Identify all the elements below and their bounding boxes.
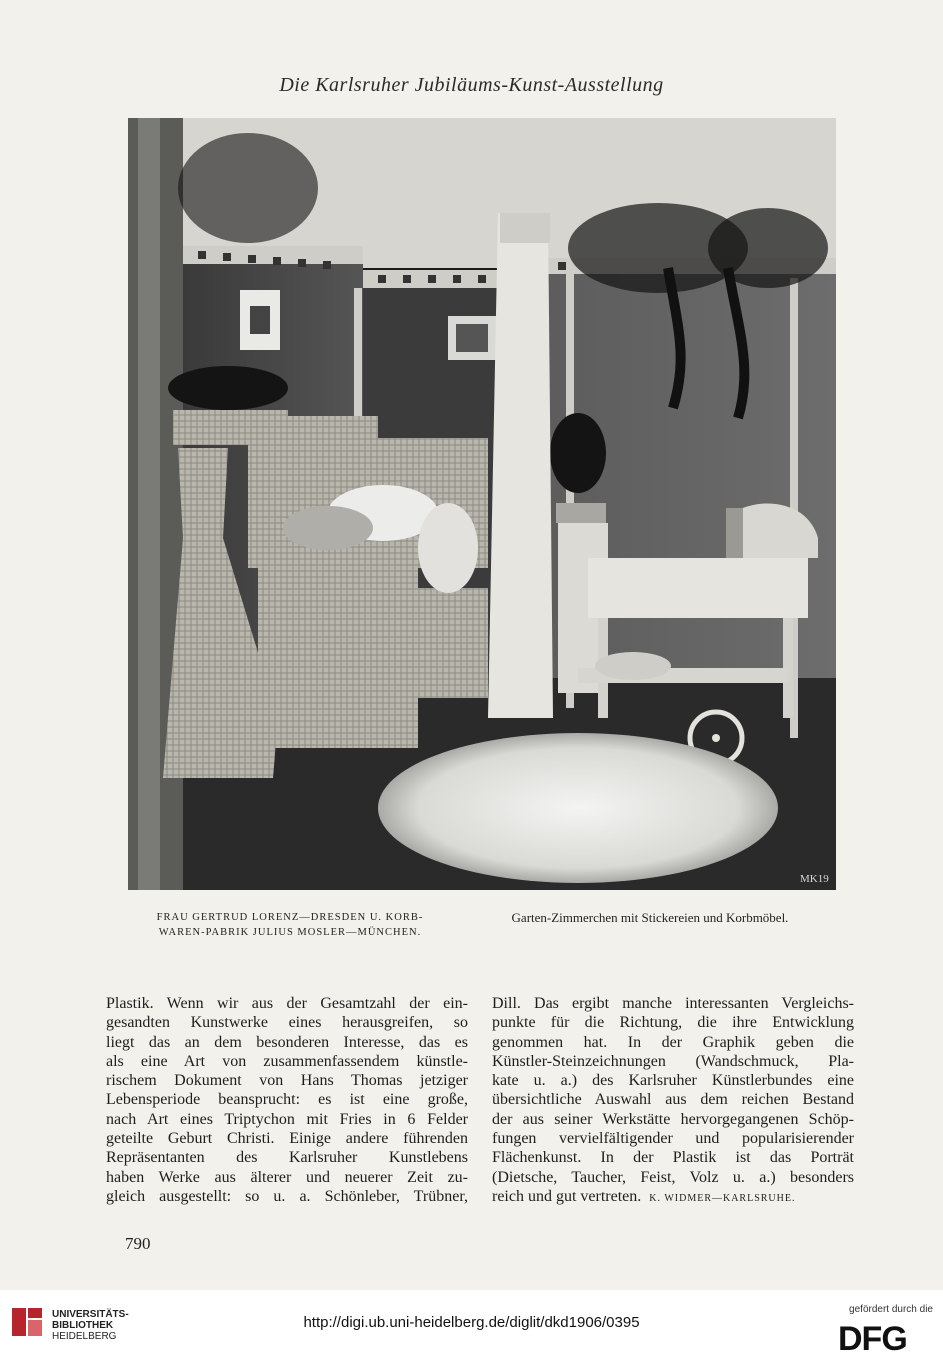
library-name-line: BIBLIOTHEK — [52, 1320, 114, 1331]
dfg-logo[interactable]: DFG — [838, 1320, 907, 1358]
text-line: kate u. a.) des Karlsruher Künstlerbundes eine — [492, 1072, 854, 1090]
caption-credit-line: WAREN-PABRIK JULIUS MOSLER—MÜNCHEN. — [158, 927, 422, 938]
text-line: (Dietsche, Taucher, Feist, Volz u. a.) besonders — [492, 1168, 854, 1186]
interior-photograph — [128, 118, 836, 890]
text-line: Flächenkunst. In der Plastik ist das Porträt — [492, 1149, 854, 1167]
text-line: Lebensperiode beansprucht: es ist eine große, — [106, 1091, 468, 1109]
text-line: genommen hat. In der Graphik geben die — [492, 1033, 854, 1051]
text-line: der aus seiner Werkstätte hervorgegangenen Schöp- — [492, 1110, 854, 1128]
caption-title: Garten-Zimmerchen mit Stickereien und Korbmöbel. — [511, 910, 789, 925]
viewer-footer — [0, 1290, 943, 1363]
photo-monogram: MK19 — [800, 873, 829, 885]
text-line: Repräsentanten des Karlsruher Kunstlebens — [106, 1149, 468, 1167]
text-line: liegt das an dem besonderen Interesse, das es — [106, 1033, 468, 1051]
library-name-line: HEIDELBERG — [52, 1331, 117, 1342]
text-column-right — [492, 994, 854, 1208]
funding-note: gefördert durch die — [849, 1304, 933, 1315]
text-line: geteilte Geburt Christi. Einige andere führenden — [106, 1130, 468, 1148]
text-line-final — [492, 1187, 854, 1208]
text-line: nach Art eines Triptychon mit Fries in 6 Felder — [106, 1110, 468, 1128]
author-signature: K. WIDMER—KARLSRUHE. — [649, 1192, 796, 1204]
text-column-left — [106, 994, 468, 1206]
text-line: Dill. Das ergibt manche interessanten Vergleichs- — [492, 995, 854, 1012]
text-line: punkte für die Richtung, die ihre Entwicklung — [492, 1014, 854, 1032]
caption-credit — [140, 910, 440, 940]
text-line: gleich ausgestellt: so u. a. Schönleber, Trübner, — [106, 1187, 468, 1205]
text-line: reich und gut vertreten. — [492, 1187, 642, 1205]
text-line: fungen vervielfältigender und popularisierender — [492, 1130, 854, 1148]
caption-credit-line: FRAU GERTRUD LORENZ—DRESDEN U. KORB- — [156, 912, 424, 923]
garden-room-image — [128, 118, 836, 890]
text-line: als eine Art von zusammenfassendem künstle- — [106, 1052, 468, 1070]
text-line: Plastik. Wenn wir aus der Gesamtzahl der ein- — [106, 995, 468, 1012]
text-line: rischem Dokument von Hans Thomas jetziger — [106, 1072, 468, 1090]
text-line: Künstler-Steinzeichnungen (Wandschmuck, Pla- — [492, 1052, 854, 1070]
text-line: gesandten Kunstwerke eines herausgreifen, so — [106, 1014, 468, 1032]
running-head: Die Karlsruher Jubiläums-Kunst-Ausstellung — [279, 74, 664, 96]
library-name-line: UNIVERSITÄTS- — [52, 1309, 129, 1320]
text-line: haben Werke aus älterer und neuerer Zeit zu- — [106, 1168, 468, 1186]
text-line: übersichtliche Auswahl aus dem reichen Bestand — [492, 1091, 854, 1109]
permalink-url[interactable]: http://digi.ub.uni-heidelberg.de/diglit/dkd1906/0395 — [303, 1314, 640, 1331]
page-number: 790 — [125, 1234, 151, 1253]
